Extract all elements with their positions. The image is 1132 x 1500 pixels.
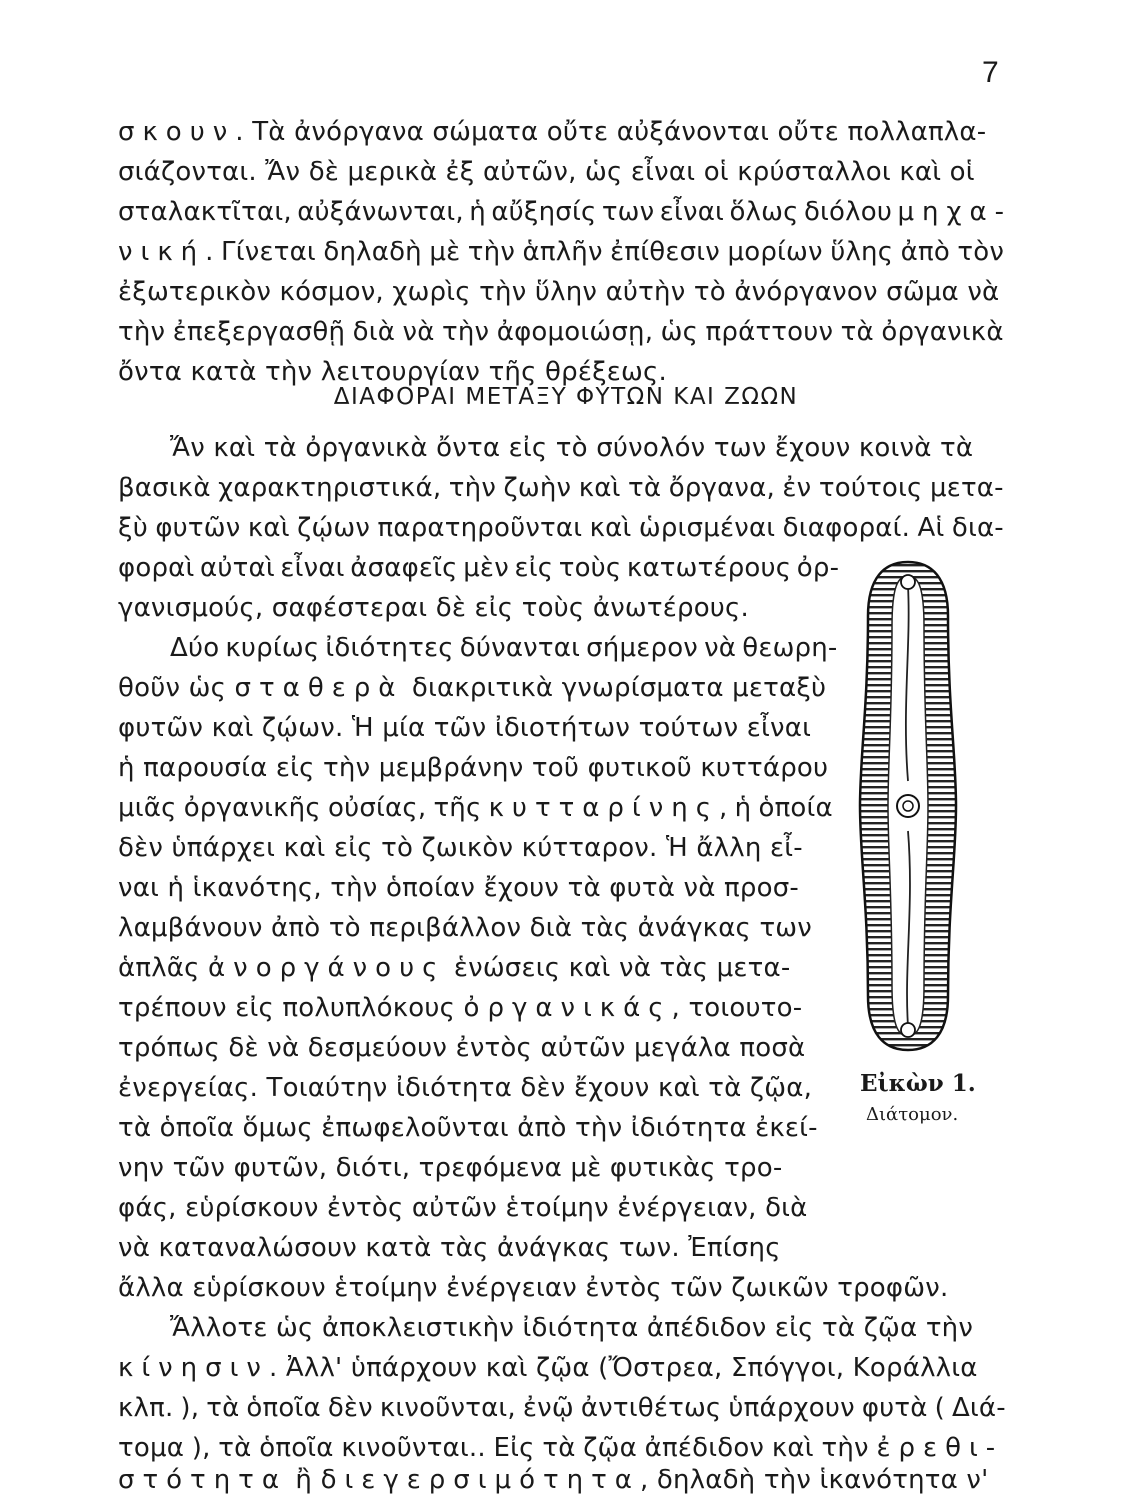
spaced-word: σκουν [118,117,236,147]
text-line: ἄλλα εὑρίσκουν ἑτοίμην ἐνέργειαν ἐντὸς τῶν ζωικῶν τροφῶν. [118,1273,949,1303]
section-heading: ΔΙΑΦΟΡΑΙ ΜΕΤΑΞΥ ΦΥΤΩΝ ΚΑΙ ΖΩΩΝ [333,384,799,410]
text-line: βασικὰ χαρακτηριστικά, τὴν ζωὴν καὶ τὰ ὄργανα, ἐν τούτοις μετα- [118,473,1004,503]
text-line: νην τῶν φυτῶν, διότι, τρεφόμενα μὲ φυτικὰς τρο- [118,1153,783,1183]
diatom-illustration [858,556,958,1056]
text-line: τομα ), τὰ ὁποῖα κινοῦνται.. Εἰς τὰ ζῷα ἀπέδιδον καὶ τὴν ἐρεθι- [118,1433,1004,1463]
text-line: ἐνεργείας. Τοιαύτην ἰδιότητα δὲν ἔχουν καὶ τὰ ζῷα, [118,1073,813,1103]
spaced-word: διεγερσιμότητα [320,1465,640,1495]
text-line: φάς, εὑρίσκουν ἐντὸς αὐτῶν ἑτοίμην ἐνέργειαν, διὰ [118,1193,808,1223]
spaced-word: κυτταρίνης [488,793,719,823]
text-line: τὴν ἐπεξεργασθῇ διὰ νὰ τὴν ἀφομοιώσῃ, ὡς πράττουν τὰ ὀργανικὰ [118,317,1004,347]
text-line: τὰ ὁποῖα ὅμως ἐπωφελοῦνται ἀπὸ τὴν ἰδιότητα ἐκεί- [118,1113,818,1143]
text-line: κίνησιν. Ἀλλ' ὑπάρχουν καὶ ζῷα (Ὄστρεα, Σπόγγοι, Κοράλλια [118,1353,978,1383]
text-line: μιᾶς ὀργανικῆς οὐσίας, τῆς κυτταρίνης, ἡ ὁποία [118,793,833,823]
text-line: στότητα ἢ διεγερσιμότητα, δηλαδὴ τὴν ἱκανότητα ν' [118,1465,989,1495]
spaced-word: ὀργανικάς [463,993,672,1023]
text-line: θοῦν ὡς σταθερὰ διακριτικὰ γνωρίσματα μεταξὺ [118,673,827,703]
spaced-word: κίνησιν [118,1353,269,1383]
figure-caption-title: Εἰκὼν 1. [860,1070,976,1097]
text-line: λαμβάνουν ἀπὸ τὸ περιβάλλον διὰ τὰς ἀνάγκας των [118,913,813,943]
text-line: ἐξωτερικὸν κόσμον, χωρὶς τὴν ὕλην αὐτὴν τὸ ἀνόργανον σῶμα νὰ [118,277,1000,307]
text-line: ὄντα κατὰ τὴν λειτουργίαν τῆς θρέξεως. [118,357,667,387]
text-line: γανισμούς, σαφέστεραι δὲ εἰς τοὺς ἀνωτέρους. [118,593,749,623]
text-line: Ἄν καὶ τὰ ὀργανικὰ ὄντα εἰς τὸ σύνολόν των ἔχουν κοινὰ τὰ [170,433,974,463]
text-line: τρόπως δὲ νὰ δεσμεύουν ἐντὸς αὐτῶν μεγάλα ποσὰ [118,1033,806,1063]
spaced-word: ἐρεθι- [876,1433,1004,1463]
text-line: νική. Γίνεται δηλαδὴ μὲ τὴν ἁπλῆν ἐπίθεσιν μορίων ὕλης ἀπὸ τὸν [118,237,1005,267]
spaced-word: μηχα- [897,197,1013,227]
text-line: φυτῶν καὶ ζῴων. Ἡ μία τῶν ἰδιοτήτων τούτων εἶναι [118,713,812,743]
spaced-word: στότητα [118,1465,287,1495]
text-line: σκουν. Τὰ ἀνόργανα σώματα οὔτε αὐξάνονται οὔτε πολλαπλα- [118,117,987,147]
text-line: Ἄλλοτε ὡς ἀποκλειστικὴν ἰδιότητα ἀπέδιδον εἰς τὰ ζῷα τὴν [170,1313,974,1343]
text-line: σιάζονται. Ἄν δὲ μερικὰ ἐξ αὐτῶν, ὡς εἶναι οἱ κρύσταλλοι καὶ οἱ [118,157,975,187]
text-line: ξὺ φυτῶν καὶ ζῴων παρατηροῦνται καὶ ὡρισμέναι διαφοραί. Αἱ δια- [118,513,1004,543]
text-line: ναι ἡ ἱκανότης, τὴν ὁποίαν ἔχουν τὰ φυτὰ νὰ προσ- [118,873,799,903]
spaced-word: ἀνοργάνους [208,953,446,983]
text-line: τρέπουν εἰς πολυπλόκους ὀργανικάς, τοιουτο- [118,993,803,1023]
page-number: 7 [982,56,999,89]
text-line: κλπ. ), τὰ ὁποῖα δὲν κινοῦνται, ἐνῷ ἀντιθέτως ὑπάρχουν φυτὰ ( Διά- [118,1393,1006,1423]
text-line: φοραὶ αὐταὶ εἶναι ἀσαφεῖς μὲν εἰς τοὺς κατωτέρους ὀρ- [118,553,840,583]
text-line: σταλακτῖται, αὐξάνωνται, ἡ αὔξησίς των εἶναι ὅλως διόλου μηχα- [118,197,1013,227]
text-line: δὲν ὑπάρχει καὶ εἰς τὸ ζωικὸν κύτταρον. Ἡ ἄλλη εἶ- [118,833,803,863]
figure-caption-text: Διάτομον. [866,1104,959,1125]
text-line: ἁπλᾶς ἀνοργάνους ἑνώσεις καὶ νὰ τὰς μετα- [118,953,791,983]
text-line: Δύο κυρίως ἰδιότητες δύνανται σήμερον νὰ θεωρη- [170,633,838,663]
text-line: ἡ παρουσία εἰς τὴν μεμβράνην τοῦ φυτικοῦ κυττάρου [118,753,829,783]
spaced-word: νική [118,237,206,267]
spaced-word: σταθερὰ [234,673,404,703]
text-line: νὰ καταναλώσουν κατὰ τὰς ἀνάγκας των. Ἐπίσης [118,1233,781,1263]
